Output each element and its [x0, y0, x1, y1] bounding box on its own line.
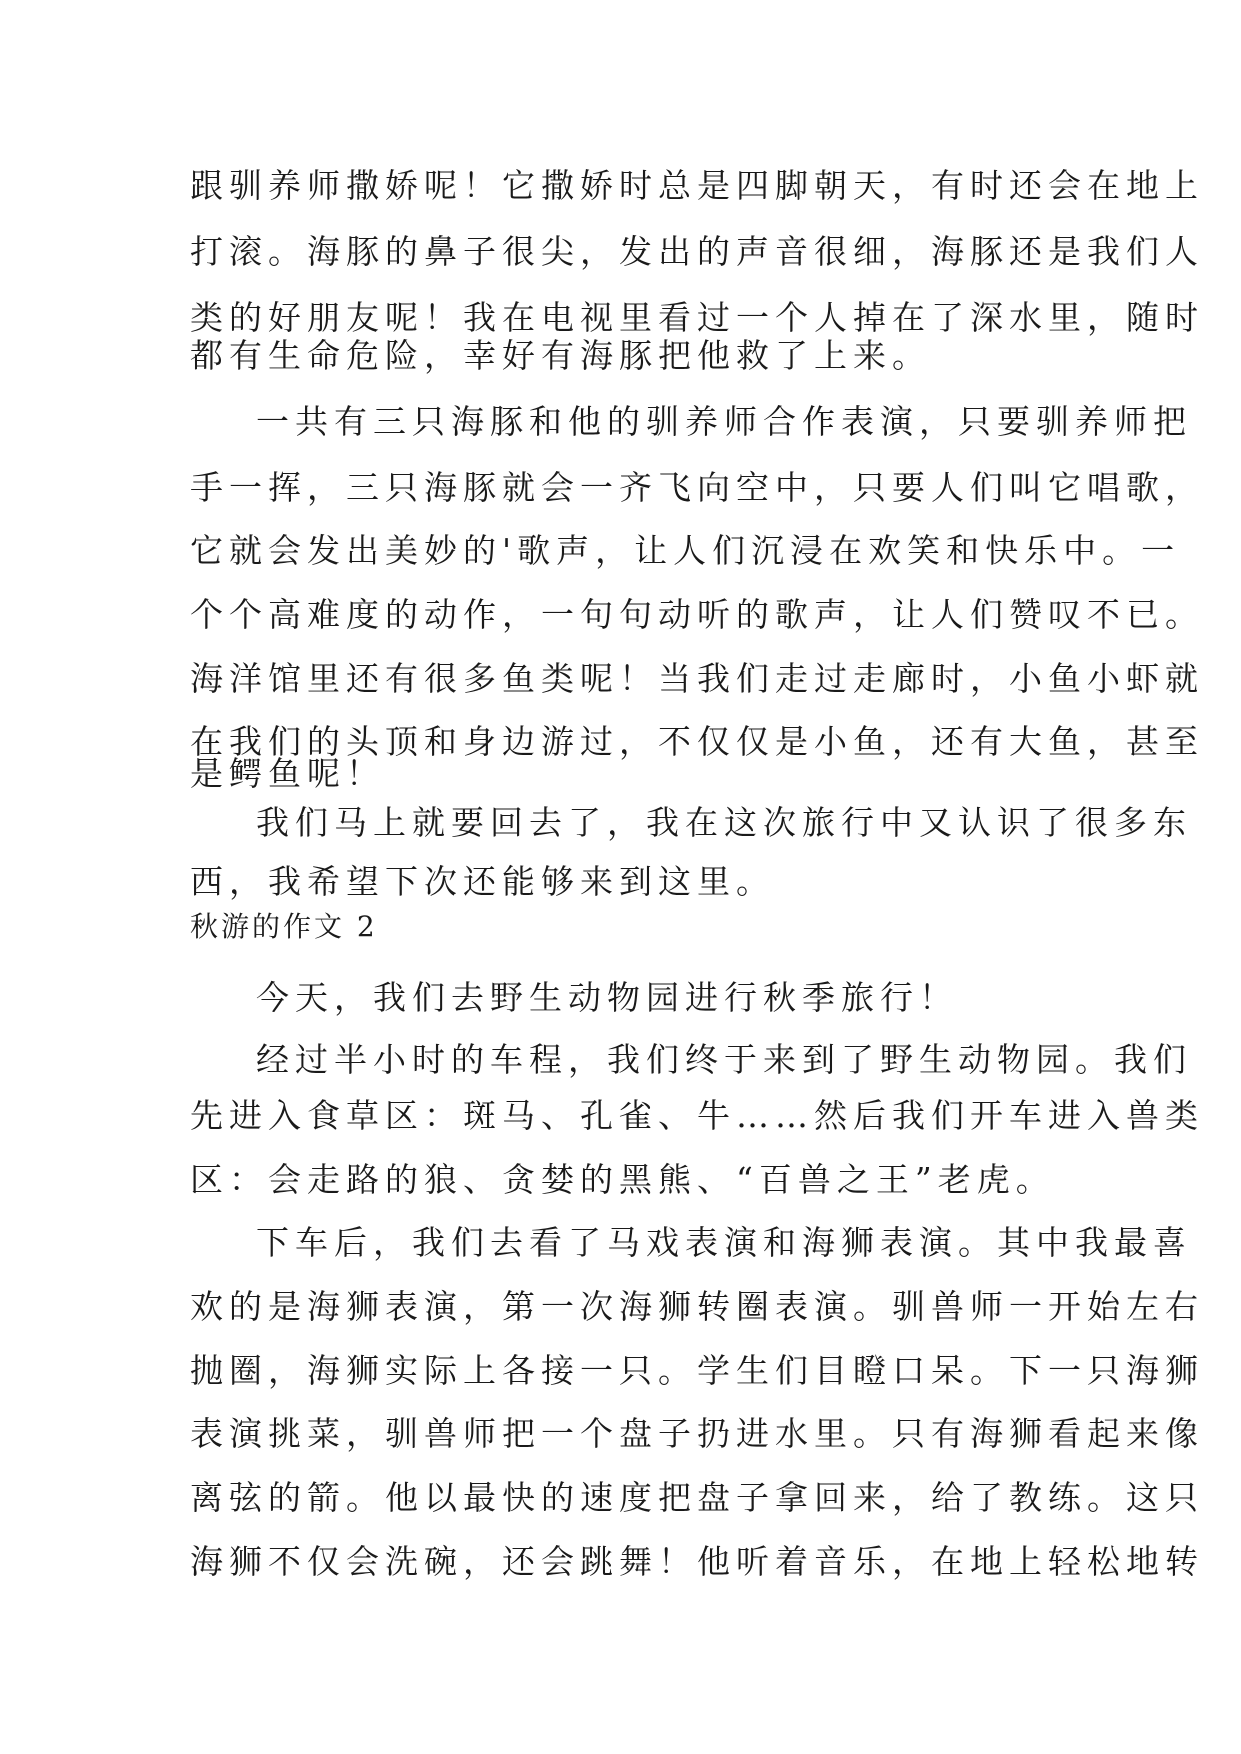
section-heading: 秋游的作文 2 [190, 910, 378, 943]
text-line: 离弦的箭。他以最快的速度把盘子拿回来，给了教练。这只 [190, 1478, 1204, 1517]
text-line: 海洋馆里还有很多鱼类呢！当我们走过走廊时，小鱼小虾就 [190, 659, 1204, 698]
text-line: 手一挥，三只海豚就会一齐飞向空中，只要人们叫它唱歌， [190, 468, 1204, 507]
text-line: 它就会发出美妙的'歌声，让人们沉浸在欢笑和快乐中。一 [190, 531, 1181, 570]
text-line: 抛圈，海狮实际上各接一只。学生们目瞪口呆。下一只海狮 [190, 1351, 1204, 1390]
paragraph-first-line: 今天，我们去野生动物园进行秋季旅行！ [256, 978, 958, 1017]
text-line: 都有生命危险，幸好有海豚把他救了上来。 [190, 336, 931, 375]
text-line: 区：会走路的狼、贪婪的黑熊、“百兽之王”老虎。 [190, 1160, 1055, 1199]
text-line: 先进入食草区：斑马、孔雀、牛……然后我们开车进入兽类 [190, 1096, 1204, 1135]
text-line: 类的好朋友呢！我在电视里看过一个人掉在了深水里，随时 [190, 298, 1204, 337]
paragraph-first-line: 一共有三只海豚和他的驯养师合作表演，只要驯养师把 [256, 402, 1192, 441]
text-line: 表演挑菜，驯兽师把一个盘子扔进水里。只有海狮看起来像 [190, 1414, 1204, 1453]
text-line: 跟驯养师撒娇呢！它撒娇时总是四脚朝天，有时还会在地上 [190, 166, 1204, 205]
paragraph-first-line: 我们马上就要回去了，我在这次旅行中又认识了很多东 [256, 803, 1192, 842]
text-line: 是鳄鱼呢！ [190, 754, 385, 793]
paragraph-first-line: 下车后，我们去看了马戏表演和海狮表演。其中我最喜 [256, 1223, 1192, 1262]
text-line: 西，我希望下次还能够来到这里。 [190, 862, 775, 901]
text-line: 打滚。海豚的鼻子很尖，发出的声音很细，海豚还是我们人 [190, 232, 1204, 271]
text-line: 欢的是海狮表演，第一次海狮转圈表演。驯兽师一开始左右 [190, 1287, 1204, 1326]
paragraph-first-line: 经过半小时的车程，我们终于来到了野生动物园。我们 [256, 1040, 1192, 1079]
text-line: 个个高难度的动作，一句句动听的歌声，让人们赞叹不已。 [190, 595, 1204, 634]
text-line: 海狮不仅会洗碗，还会跳舞！他听着音乐，在地上轻松地转 [190, 1542, 1204, 1581]
text-line: 在我们的头顶和身边游过，不仅仅是小鱼，还有大鱼，甚至 [190, 722, 1204, 761]
